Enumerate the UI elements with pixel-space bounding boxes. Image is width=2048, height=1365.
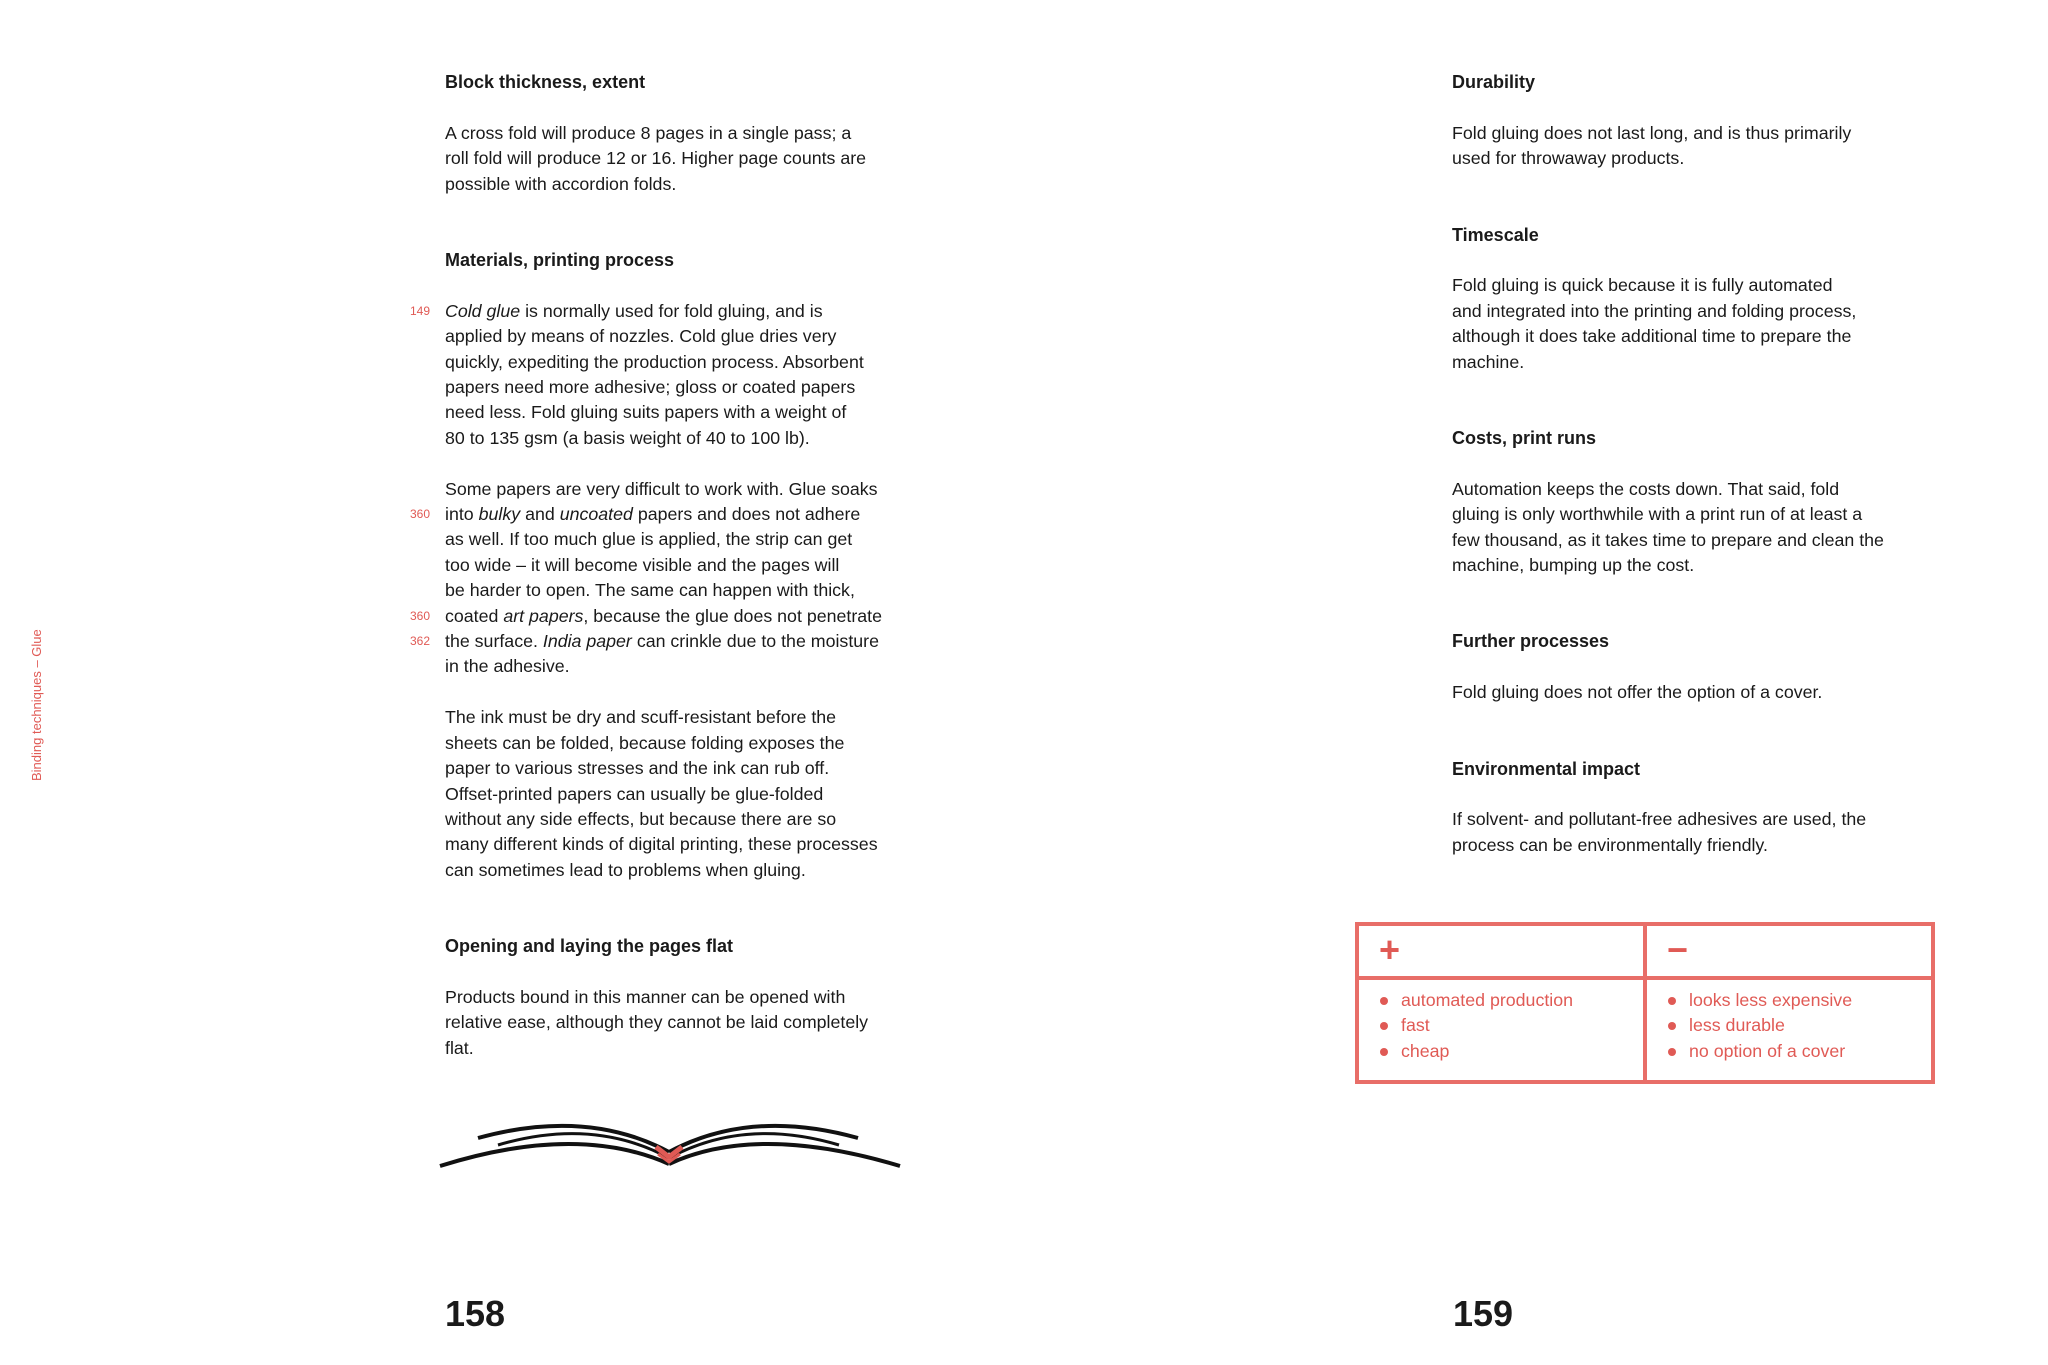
section-heading: Costs, print runs xyxy=(1452,428,1597,449)
pros-column xyxy=(1359,926,1643,1080)
paragraph: The ink must be dry and scuff-resistant before the sheets can be folded, because folding exposes the paper to various stresses and the ink can rub off. Offset-printed papers can usually be glue-folded without any side effects, but because there are so many different kinds of digital printing, these processes can sometimes lead to problems when gluing. xyxy=(445,707,878,880)
cons-header xyxy=(1647,926,1931,980)
section-heading: Block thickness, extent xyxy=(445,72,646,92)
cons-list xyxy=(1647,980,1931,1064)
section-durability xyxy=(1452,70,1932,172)
paragraph: Some papers are very difficult to work with. Glue soaks 360 into bulky and uncoated papers and does not adhere as well. If too much glue is applied, the strip can get too wide – it will become visible and the pages will be harder to open. The same can happen with thick, 360 coated art papers, because the glue does not penetrate 362 the surface. India paper can crinkle due to the moisture in the adhesive. xyxy=(410,478,882,677)
paragraph: Fold gluing does not offer the option of a cover. xyxy=(1452,682,1823,703)
section-heading: Materials, printing process xyxy=(445,250,675,271)
section-opening-flat xyxy=(445,934,925,1061)
open-book-illustration xyxy=(437,1105,903,1173)
margin-ref: 360 xyxy=(410,608,431,623)
section-heading: Opening and laying the pages flat xyxy=(445,936,734,957)
pros-cons-table xyxy=(1355,922,1935,1084)
list-item: automated production xyxy=(1379,988,1643,1013)
paragraph: Products bound in this manner can be opened with relative ease, although they cannot be laid completely flat. xyxy=(445,986,869,1058)
section-timescale xyxy=(1452,223,1932,375)
paragraph: Fold gluing is quick because it is fully automated and integrated into the printing and folding process, although it does take additional time to prepare the machine. xyxy=(1452,275,1857,372)
section-heading: Environmental impact xyxy=(1452,758,1641,779)
section-block-thickness xyxy=(445,70,925,197)
paragraph: A cross fold will produce 8 pages in a single pass; a roll fold will produce 12 or 16. Higher page counts are possible with accordion folds. xyxy=(445,122,867,194)
plus-icon: + xyxy=(1379,929,1401,970)
margin-ref: 362 xyxy=(410,634,431,649)
list-item: less durable xyxy=(1667,1013,1931,1038)
section-environmental xyxy=(1452,757,1932,859)
margin-ref: 360 xyxy=(410,507,431,522)
section-further-processes xyxy=(1452,629,1932,705)
margin-ref: 149 xyxy=(410,303,431,318)
paragraph: Fold gluing does not last long, and is thus primarily used for throwaway products. xyxy=(1452,122,1852,169)
minus-icon: − xyxy=(1667,929,1689,970)
section-heading: Timescale xyxy=(1452,224,1539,245)
page-number-right: 159 xyxy=(1453,1293,1514,1334)
section-heading: Further processes xyxy=(1452,631,1610,652)
paragraph: 149 Cold glue is normally used for fold gluing, and is applied by means of nozzles. Cold glue dries very quickly, expediting the production process. Absorbent papers need more adhesive; gloss or coated papers need less. Fold gluing suits papers with a weight of 80 to 135 gsm (a basis weight of 40 to 100 lb). xyxy=(410,300,864,448)
section-heading: Durability xyxy=(1452,72,1536,92)
list-item: fast xyxy=(1379,1013,1643,1038)
paragraph: Automation keeps the costs down. That said, fold gluing is only worthwhile with a print run of at least a few thousand, as it takes time to prepare and clean the machine, bumping up the cost. xyxy=(1452,478,1884,576)
spine-label: Binding techniques – Glue xyxy=(29,629,44,781)
page-number-left: 158 xyxy=(445,1293,506,1334)
list-item: cheap xyxy=(1379,1039,1643,1064)
pros-list xyxy=(1359,980,1643,1064)
section-materials xyxy=(410,248,925,883)
pros-header xyxy=(1359,926,1643,980)
paragraph: If solvent- and pollutant-free adhesives are used, the process can be environmentally friendly. xyxy=(1452,809,1867,855)
list-item: looks less expensive xyxy=(1667,988,1931,1013)
section-costs xyxy=(1452,426,1932,578)
right-page-column xyxy=(1452,70,1932,909)
left-page-column xyxy=(410,70,925,1112)
cons-column xyxy=(1643,926,1931,1080)
list-item: no option of a cover xyxy=(1667,1039,1931,1064)
